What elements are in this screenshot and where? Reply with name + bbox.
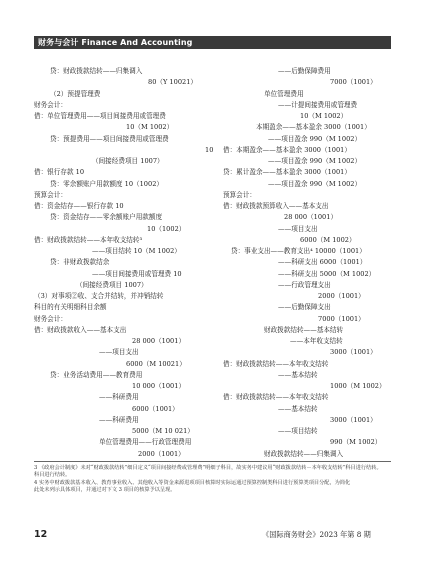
right-line-34: 990（M 1002）: [330, 438, 382, 447]
right-line-6: 本期盈余——基本盈余 3000（1001）: [256, 123, 371, 132]
left-line-7: 贷：预提费用——项目间接费用或管理费: [50, 134, 169, 143]
right-line-18: ——科研支出 6000（1001）: [278, 258, 367, 267]
left-line-24: 借：财政拨款收入——基本支出: [34, 325, 127, 334]
left-line-1: 贷：财政拨款结转——归集调入: [50, 67, 143, 75]
left-line-26: ——项目支出: [99, 348, 139, 357]
right-line-25: ——本年收支结转: [290, 337, 343, 345]
left-line-6: 10（M 1002）: [126, 123, 174, 132]
right-line-20: ——行政管理支出: [278, 280, 331, 289]
right-line-8: 借：本期盈余——基本盈余 3000（1001）: [223, 145, 351, 154]
left-line-20: （间接经费项目 1007）: [76, 280, 148, 289]
left-line-29: 10 000（1001）: [132, 382, 186, 390]
right-line-22: ——后勤保障支出: [278, 303, 331, 312]
right-line-5: 10（M 1002）: [300, 112, 348, 120]
right-line-21: 2000（1001）: [318, 292, 365, 300]
left-line-11: 贷：零余额账户用款额度 10（1002）: [50, 179, 163, 188]
footnote-3-line-2: 科目进行结转。: [34, 472, 71, 478]
right-line-19: ——科研支出 5000（M 1002）: [278, 269, 376, 278]
right-line-14: 28 000（1001）: [284, 213, 338, 222]
right-line-27: 借：财政拨款结转——本年收支结转: [223, 359, 329, 368]
left-line-5: 借：单位管理费用——项目间接费用或管理费: [34, 112, 166, 120]
page-number: 12: [34, 529, 48, 540]
left-line-4: 财务会计：: [34, 100, 67, 109]
footnote-4-line-1: 4 实务中财政拨款基本收入、教育事业收入、其他收入等资金来源进项项目核算时实际运通过预算控制类科目进行预算类项目分配，为简化: [34, 480, 351, 486]
left-line-28: 贷：业务活动费用——教育费用: [50, 370, 143, 379]
right-line-3: 单位管理费用: [264, 89, 304, 98]
right-line-11: ——项目盈余 990（M 1002）: [268, 179, 362, 188]
right-line-35: 财政拨款结转——归集调入: [264, 449, 344, 458]
right-line-17: 贷：事业支出——教育支出⁴ 10000（1001）: [231, 247, 366, 255]
left-line-17: ——项目结转 10（M 1002）: [92, 247, 181, 255]
right-line-1: ——后勤保障费用: [278, 67, 331, 75]
left-line-33: 5000（M 10 021）: [132, 427, 194, 435]
right-line-30: 借：财政拨款结转——本年收支结转: [223, 393, 329, 402]
left-line-31: 6000（1001）: [132, 404, 179, 413]
left-line-30: ——科研费用: [99, 393, 139, 402]
right-line-29: 1000（M 1002）: [330, 382, 386, 390]
left-line-23: 财务会计：: [34, 314, 67, 323]
right-line-12: 预算会计：: [223, 190, 256, 199]
left-line-9: （间接经费项目 1007）: [92, 157, 164, 165]
right-line-13: 借：财政拨款预算收入——基本支出: [223, 202, 329, 210]
right-line-33: ——项目结转: [278, 427, 318, 435]
right-line-32: 3000（1001）: [330, 415, 377, 424]
right-line-9: ——项目盈余 990（M 1002）: [268, 157, 362, 165]
right-line-16: 6000（M 1002）: [300, 235, 356, 244]
left-line-13: 借：资金结存——银行存款 10: [34, 202, 124, 210]
left-line-21: （3）对事项②收、支合并结转，并冲销结转: [34, 292, 164, 300]
left-line-19: ——项目间接费用或管理费 10: [92, 269, 182, 278]
right-line-26: 3000（1001）: [330, 348, 377, 357]
section-header-banner: [34, 36, 391, 49]
footnote-divider: [34, 461, 391, 462]
right-line-7: ——项目盈余 990（M 1002）: [268, 134, 362, 143]
left-line-27: 6000（M 10021）: [126, 359, 186, 368]
right-line-24: 财政拨款结转——基本结转: [264, 325, 344, 334]
journal-citation: 《国际商务财会》2023 年第 8 期: [262, 530, 371, 539]
left-line-34: 单位管理费用——行政管理费用: [99, 438, 192, 447]
right-line-31: ——基本结转: [278, 404, 318, 413]
right-line-28: ——基本结转: [278, 370, 318, 379]
right-line-15: ——项目支出: [278, 224, 318, 233]
left-line-18: 贷：非财政拨款结余: [50, 258, 110, 267]
left-line-15: 10（1002）: [147, 224, 186, 233]
right-line-4: ——计提间接费用或管理费: [278, 100, 358, 109]
footnote-3-line-1: 3 《政府会计制度》未对“财政拨款结转”细目定义“项目间接经费或管理费”明细子科目，故实务中建议用“财政拨款结转－本年收支结转”科目进行结转。: [34, 465, 382, 471]
left-line-12: 预算会计：: [34, 190, 67, 199]
left-line-8: 10: [205, 145, 214, 154]
footnote-4-line-2: 此处未列示具体项目，并通过对下文 3 项目的核算予以呈现。: [34, 487, 176, 493]
left-line-25: 28 000（1001）: [132, 337, 186, 345]
right-line-10: 贷：累计盈余——基本盈余 3000（1001）: [223, 168, 351, 177]
left-line-32: ——科研费用: [99, 415, 139, 424]
left-line-22: 科目的有关明细科目余额: [34, 303, 107, 312]
left-line-2: 80（Y 10021）: [148, 78, 198, 87]
section-header-title: 财务与会计 Finance And Accounting: [38, 38, 193, 47]
left-line-14: 贷：资金结存——零余额账户用款额度: [50, 213, 163, 222]
left-line-16: 借：财政拨款结转——本年收支结转³: [34, 235, 143, 244]
left-line-10: 借：银行存款 10: [34, 168, 85, 177]
left-line-35: 2000（1001）: [138, 449, 185, 458]
right-line-2: 7000（1001）: [330, 78, 377, 87]
right-line-23: 7000（1001）: [318, 314, 365, 323]
left-line-3: （2）预提管理费: [50, 89, 101, 98]
